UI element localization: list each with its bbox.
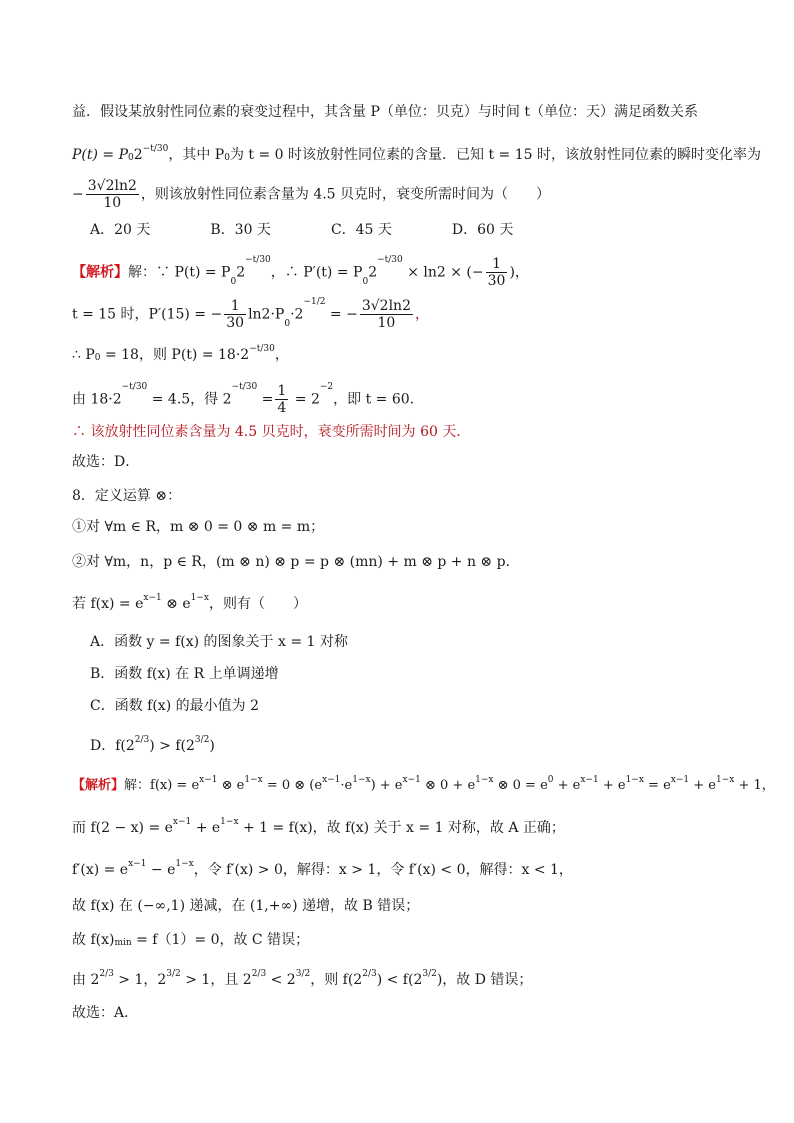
q7-conclusion: ∴ 该放射性同位素含量为 4.5 贝克时，衰变所需时间为 60 天． xyxy=(72,424,471,440)
q8-solution-line3: $f'(x) = e^{x-1} - e^{1-x}$，令 f′(x) > 0，解得：x > 1，令 f′(x) < 0，解得：x < 1， xyxy=(72,859,573,878)
q8-solution-line5: 故 $f(x)_{min} = f(1)= 0$，故 C 错误； xyxy=(72,932,310,948)
q7-option-b: B．30 天 xyxy=(210,222,271,238)
q8-rule1: ①对 ∀m ∈ R，m ⊗ 0 = 0 ⊗ m = m； xyxy=(72,519,325,535)
q8-solution-line6: 由 $2^{2/3} > 1$，$2^{3/2} > 1$，且 $2^{2/3} < 2^{3/2}$，则 $f(2^{2/3}) < f(2^{3/2})$，故 D 错误； xyxy=(72,969,533,988)
q7-solution-line3: ∴ $P_0 = 18$，则 $P(t) = 18\cdot 2^{-t/30}$， xyxy=(72,344,289,363)
q7-stem-line1: 益．假设某放射性同位素的衰变过程中，其含量 P（单位：贝克）与时间 t（单位：天）满足函数关系 xyxy=(72,104,698,120)
q7-stem-line2: $P(t) = P_02^{-t/30}$，其中 $P_0$为 t = 0 时该放射性同位素的含量．已知 t = 15 时，该放射性同位素的瞬时变化率为 xyxy=(72,144,761,163)
q7-option-a: A．20 天 xyxy=(90,222,151,238)
q7-rate-fraction: $\frac{3√2\ln 2}{10}$ xyxy=(87,178,137,211)
q7-option-d: D．60 天 xyxy=(451,222,514,238)
q7-solution-line4: 由 $18\cdot 2^{-t/30} = 4.5$，得 $2^{-t/30}$ = $\frac{1}{4}$ = $2^{-2}$，即 t = 60． xyxy=(72,382,424,416)
q8-rule2: ②对 ∀m，n，p ∈ R，(m ⊗ n) ⊗ p = p ⊗ (mn) + m ⊗ p + n ⊗ p． xyxy=(72,554,520,570)
q7-solution-line1: 【解析】解：∵ $P(t) = P_02^{-t/30}$，∴ $P'(t) = P_02^{-t/30} \times \ln 2$ × (− $\frac{1}{30}$ )， xyxy=(72,255,529,289)
q8-solution-line1: 【解析】解：$f(x) = e^{x-1}$ ⊗ $e^{1-x} = 0$ ⊗ $(e^{x-1}\cdot e^{1-x}) + e^{x-1}$ ⊗ $0 + e^{1-x}$ ⊗ $0 = e^0 + e^{x-1} + e^{1-x} = e^{x-1} + e^{1-x} + 1$， xyxy=(72,775,775,793)
analysis-tag: 【解析】 xyxy=(72,264,128,281)
q7-answer: 故选：D． xyxy=(72,454,140,470)
q8-option-a: A．函数 y = f(x) 的图象关于 x = 1 对称 xyxy=(90,634,348,650)
q7-stem-line3: − $\frac{3√2\ln 2}{10}$ ，则该放射性同位素含量为 4.5 贝克时，衰变所需时间为（ ） xyxy=(72,178,551,211)
q8-stem: 若 $f(x) = e^{x-1}$ ⊗ $e^{1-x}$，则有（ ） xyxy=(72,593,307,612)
q8-option-d: D．$f(2^{2/3}) > f(2^{3/2})$ xyxy=(90,735,215,754)
analysis-tag: 【解析】 xyxy=(72,778,125,793)
q7-options xyxy=(90,220,573,240)
q8-title: 8．定义运算 ⊗： xyxy=(72,488,182,504)
q8-solution-line4: 故 f(x) 在 (−∞,1) 递减，在 (1,+∞) 递增，故 B 错误； xyxy=(72,898,420,914)
q8-solution-line2: 而 $f(2 - x) = e^{x-1} + e^{1-x} + 1 = f(x)$，故 f(x) 关于 x = 1 对称，故 A 正确； xyxy=(72,817,565,836)
q8-answer: 故选：A． xyxy=(72,1005,139,1021)
q7-solution-line2: t = 15 时，P′(15) = − $\frac{1}{30}$ $\ln 2\cdot P_0\cdot 2^{-1/2}$ = − $\frac{3√2\ln 2}{10}$ ， xyxy=(72,297,429,331)
q7-option-c: C．45 天 xyxy=(330,222,392,238)
q8-option-b: B．函数 f(x) 在 R 上单调递增 xyxy=(90,666,279,682)
q8-option-c: C．函数 f(x) 的最小值为 2 xyxy=(90,698,259,714)
